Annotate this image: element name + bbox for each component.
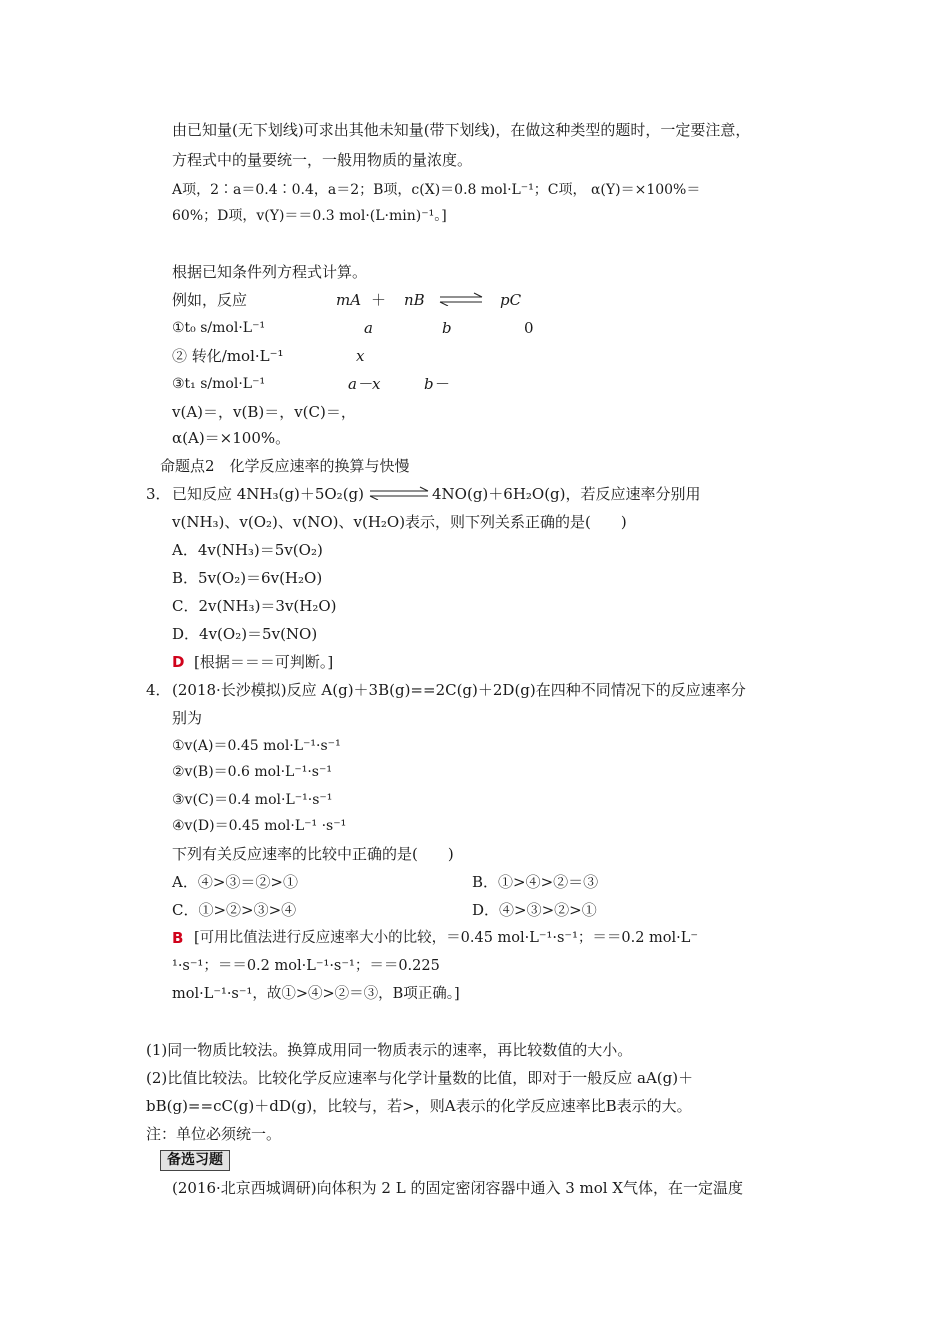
section-heading: 命题点2 化学反应速率的换算与快慢: [160, 457, 410, 475]
method-row-3: ③t₁ s/mol·L⁻¹: [172, 376, 266, 392]
q4-condition-1: ①v(A)＝0.45 mol·L⁻¹·s⁻¹: [172, 738, 341, 754]
extra-exercise-line: (2016·北京西城调研)向体积为 2 L 的固定密闭容器中通入 3 mol X气体，在一定温度: [172, 1179, 744, 1197]
q3-stem-b: 4NO(g)＋6H₂O(g)，若反应速率分别用: [432, 485, 701, 503]
q3-option-c: C．2v(NH₃)＝3v(H₂O): [172, 597, 337, 615]
q3-option-a: A．4v(NH₃)＝5v(O₂): [172, 541, 323, 559]
method-eq-p: pC: [500, 291, 522, 309]
solution-line-3: A项，2∶a＝0.4∶0.4，a＝2；B项，c(X)＝0.8 mol·L⁻¹；C项， α(Y)＝×100%＝: [172, 182, 701, 198]
q4-answer-line-3: mol·L⁻¹·s⁻¹，故①>④>②＝③，B项正确。]: [172, 986, 460, 1002]
q3-answer: D: [172, 653, 185, 671]
method-example-label: 例如，反应: [172, 291, 248, 309]
q4-option-a: A．④>③＝②>①: [172, 873, 298, 891]
q4-answer-line-1: [可用比值法进行反应速率大小的比较，＝0.45 mol·L⁻¹·s⁻¹；＝＝0.2 mol·L⁻: [194, 930, 699, 946]
method-row-2-a: x: [356, 347, 365, 365]
summary-note: 注：单位必须统一。: [146, 1125, 282, 1143]
q4-option-c: C．①>②>③>④: [172, 901, 297, 919]
method-eq-m: mA: [336, 291, 362, 309]
q4-stem-1: (2018·长沙模拟)反应 A(g)＋3B(g)==2C(g)＋2D(g)在四种不同情况下的反应速率分: [172, 681, 746, 699]
method-eq-n: nB: [404, 291, 425, 309]
q4-answer: B: [172, 929, 184, 947]
extra-exercises-tag: 备选习题: [160, 1150, 230, 1171]
q3-stem-2: v(NH₃)、v(O₂)、v(NO)、v(H₂O)表示，则下列关系正确的是( ): [172, 513, 627, 531]
method-row-2: ② 转化/mol·L⁻¹: [172, 347, 284, 365]
method-rates: v(A)＝，v(B)＝，v(C)＝，: [172, 403, 356, 421]
method-row-1-a: a: [364, 319, 373, 337]
q3-stem-a: 已知反应 4NH₃(g)＋5O₂(g): [172, 485, 364, 503]
q3-answer-text: [根据＝＝＝可判断。]: [194, 653, 334, 671]
q4-stem-2: 别为: [172, 709, 203, 727]
q4-condition-2: ②v(B)＝0.6 mol·L⁻¹·s⁻¹: [172, 764, 332, 780]
q4-option-d: D．④>③>②>①: [472, 901, 597, 919]
q4-answer-line-2: ¹·s⁻¹；＝＝0.2 mol·L⁻¹·s⁻¹；＝＝0.225: [172, 958, 440, 974]
q4-number: 4．: [146, 681, 171, 699]
method-row-1-c: 0: [524, 319, 534, 337]
q4-option-b: B．①>④>②＝③: [472, 873, 599, 891]
q3-option-d: D．4v(O₂)＝5v(NO): [172, 625, 318, 643]
method-eq-plus: ＋: [371, 291, 387, 309]
method-alpha: α(A)＝×100%。: [172, 429, 291, 447]
summary-1: (1)同一物质比较法。换算成用同一物质表示的速率，再比较数值的大小。: [146, 1041, 633, 1059]
q4-condition-3: ③v(C)＝0.4 mol·L⁻¹·s⁻¹: [172, 792, 333, 808]
summary-2a: (2)比值比较法。比较化学反应速率与化学计量数的比值，即对于一般反应 aA(g)＋: [146, 1069, 694, 1087]
solution-line-2: 方程式中的量要统一，一般用物质的量浓度。: [172, 151, 473, 169]
solution-line-1: 由已知量(无下划线)可求出其他未知量(带下划线)，在做这种类型的题时，一定要注意，: [172, 121, 751, 139]
method-row-3-a: a－x: [348, 375, 381, 393]
method-row-1-b: b: [442, 319, 452, 337]
q4-ask: 下列有关反应速率的比较中正确的是( ): [172, 845, 454, 863]
q3-number: 3．: [146, 485, 171, 503]
method-row-1: ①t₀ s/mol·L⁻¹: [172, 320, 266, 336]
q4-condition-4: ④v(D)＝0.45 mol·L⁻¹ ·s⁻¹: [172, 818, 347, 834]
equilibrium-arrow-icon: [368, 486, 430, 500]
method-intro: 根据已知条件列方程式计算。: [172, 263, 368, 281]
q3-option-b: B．5v(O₂)＝6v(H₂O): [172, 569, 323, 587]
summary-2b: bB(g)==cC(g)＋dD(g)，比较与，若>，则A表示的化学反应速率比B表示的大。: [146, 1097, 692, 1115]
method-row-3-b: b－: [424, 375, 449, 393]
equilibrium-arrow-icon: [438, 292, 484, 306]
solution-line-4: 60%；D项，v(Y)＝＝0.3 mol·(L·min)⁻¹。]: [172, 208, 447, 224]
